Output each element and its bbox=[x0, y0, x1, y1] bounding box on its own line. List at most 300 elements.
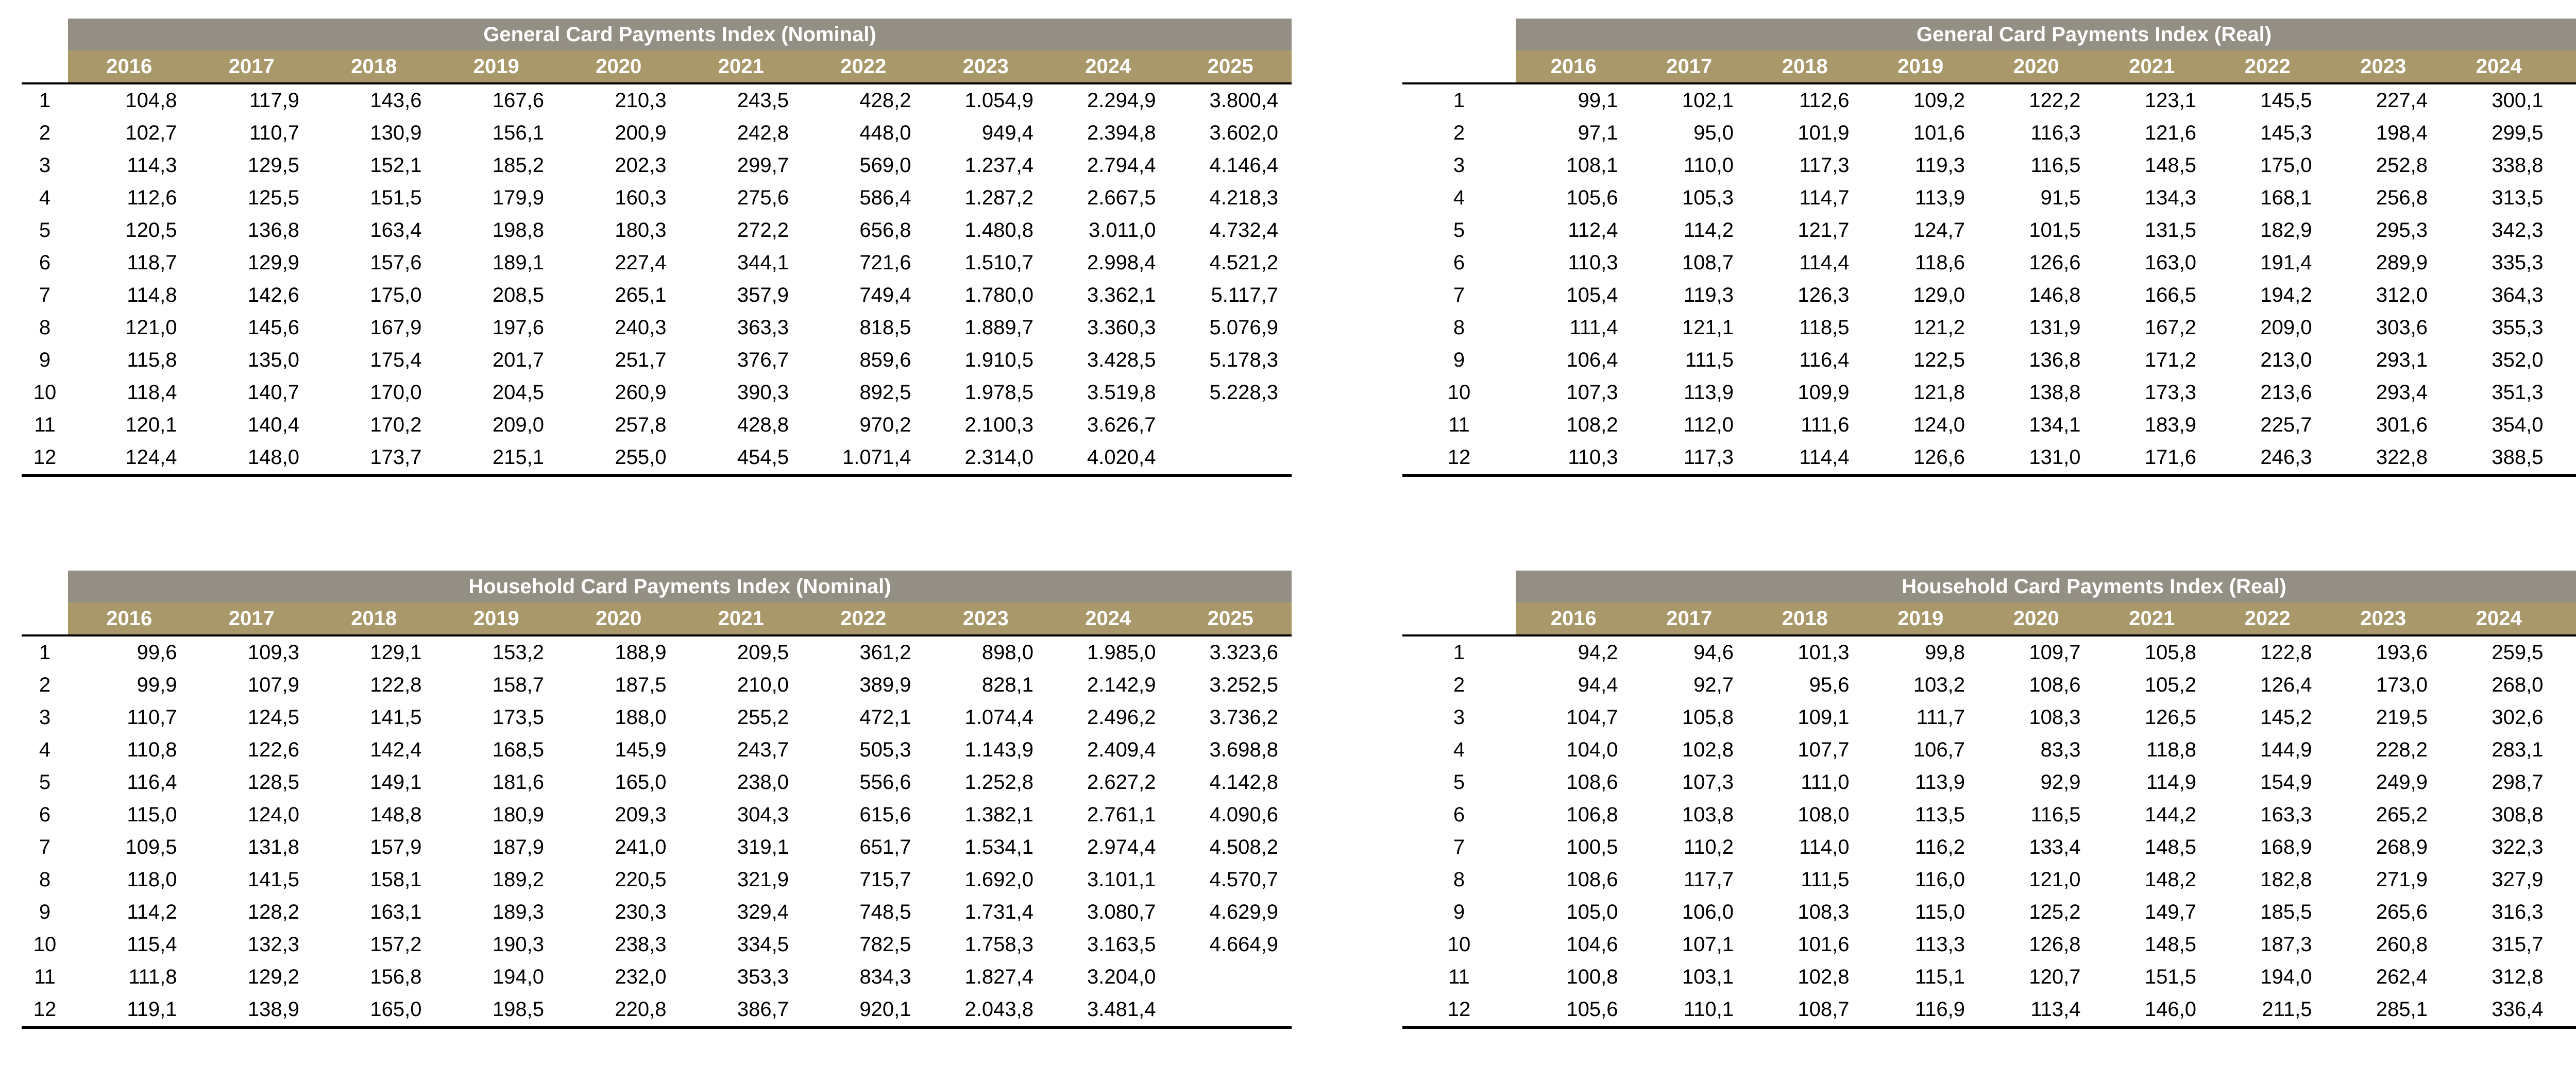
value-cell: 293,4 bbox=[2376, 381, 2428, 404]
table-row bbox=[1402, 214, 2576, 247]
value-cell bbox=[2557, 766, 2576, 799]
year-header: 2025 bbox=[1170, 603, 1292, 635]
year-header: 2018 bbox=[313, 50, 435, 83]
value-cell: 354,0 bbox=[2492, 414, 2544, 436]
value-cell: 136,8 bbox=[2029, 349, 2081, 371]
table-row bbox=[22, 799, 1292, 831]
value-cell: 219,5 bbox=[2376, 706, 2428, 729]
value-cell: 202,3 bbox=[615, 154, 667, 177]
value-cell: 116,4 bbox=[127, 771, 177, 794]
value-cell: 329,4 bbox=[737, 901, 789, 923]
value-cell: 2.974,4 bbox=[1087, 836, 1156, 858]
value-cell: 615,6 bbox=[859, 803, 911, 826]
value-cell: 1.731,4 bbox=[964, 901, 1033, 923]
value-cell: 293,1 bbox=[2376, 349, 2428, 371]
row-number: 8 bbox=[39, 316, 51, 339]
year-header: 2020 bbox=[557, 50, 680, 83]
table-row bbox=[1402, 896, 2576, 928]
value-cell: 454,5 bbox=[680, 441, 803, 475]
value-cell: 105,6 bbox=[1566, 186, 1618, 209]
value-cell: 201,7 bbox=[492, 349, 544, 371]
value-cell: 2.314,0 bbox=[925, 441, 1047, 475]
table-row bbox=[22, 701, 1292, 734]
value-cell: 94,4 bbox=[1578, 674, 1618, 696]
value-cell: 556,6 bbox=[859, 771, 911, 794]
value-cell: 3.428,5 bbox=[1087, 349, 1156, 371]
value-cell: 300,1 bbox=[2492, 89, 2544, 112]
value-cell: 303,6 bbox=[2376, 316, 2428, 339]
value-cell: 209,0 bbox=[2260, 316, 2312, 339]
value-cell: 257,8 bbox=[615, 414, 667, 436]
value-cell: 213,0 bbox=[2260, 349, 2312, 371]
row-number: 2 bbox=[1453, 674, 1465, 696]
row-number: 6 bbox=[39, 803, 51, 826]
value-cell: 134,3 bbox=[2144, 186, 2196, 209]
value-cell: 121,6 bbox=[2144, 122, 2196, 144]
value-cell: 505,3 bbox=[859, 738, 911, 761]
value-cell: 120,1 bbox=[125, 414, 177, 436]
table-row bbox=[1402, 441, 2576, 475]
table-row bbox=[22, 376, 1292, 409]
value-cell: 2.294,9 bbox=[1087, 89, 1156, 112]
value-cell: 389,9 bbox=[859, 674, 911, 696]
value-cell: 194,0 bbox=[492, 966, 544, 988]
value-cell: 111,5 bbox=[1685, 349, 1734, 371]
value-cell: 105,2 bbox=[2144, 674, 2196, 696]
table-row bbox=[22, 344, 1292, 376]
value-cell: 255,2 bbox=[737, 706, 789, 729]
household-nominal-table bbox=[22, 571, 1292, 1029]
value-cell: 209,3 bbox=[615, 803, 667, 826]
value-cell: 108,6 bbox=[2029, 674, 2081, 696]
value-cell: 1.780,0 bbox=[964, 284, 1033, 306]
table-row bbox=[22, 734, 1292, 766]
table-row bbox=[22, 635, 1292, 669]
value-cell: 142,4 bbox=[370, 738, 422, 761]
table-row bbox=[22, 864, 1292, 896]
value-cell: 194,2 bbox=[2260, 284, 2312, 306]
table-row bbox=[22, 312, 1292, 344]
year-header: 2017 bbox=[191, 603, 313, 635]
value-cell: 123,1 bbox=[2144, 89, 2196, 112]
year-header: 2020 bbox=[557, 603, 680, 635]
value-cell: 129,2 bbox=[247, 966, 299, 988]
value-cell: 357,9 bbox=[737, 284, 789, 306]
value-cell: 170,0 bbox=[370, 381, 422, 404]
value-cell: 111,5 bbox=[1801, 868, 1850, 891]
table-title: General Card Payments Index (Nominal) bbox=[68, 19, 1292, 50]
value-cell: 1.758,3 bbox=[964, 933, 1033, 956]
value-cell: 116,4 bbox=[1799, 349, 1850, 371]
value-cell: 5.076,9 bbox=[1209, 316, 1278, 339]
table-row bbox=[22, 441, 1292, 475]
value-cell: 275,6 bbox=[737, 186, 789, 209]
table-row bbox=[1402, 864, 2576, 896]
row-number: 6 bbox=[1453, 803, 1465, 826]
value-cell: 3.481,4 bbox=[1047, 993, 1170, 1027]
value-cell: 118,6 bbox=[1914, 251, 1965, 274]
value-cell: 209,0 bbox=[492, 414, 544, 436]
row-number: 4 bbox=[39, 738, 51, 761]
value-cell: 163,4 bbox=[370, 219, 422, 242]
row-number: 8 bbox=[1453, 316, 1465, 339]
header-blank-cell bbox=[22, 19, 68, 50]
year-header: 2022 bbox=[2210, 603, 2326, 635]
value-cell: 116,2 bbox=[1914, 836, 1965, 858]
value-cell: 256,8 bbox=[2376, 186, 2428, 209]
value-cell: 171,6 bbox=[2094, 441, 2210, 475]
value-cell: 2.394,8 bbox=[1087, 122, 1156, 144]
value-cell: 106,8 bbox=[1566, 803, 1618, 826]
value-cell: 227,4 bbox=[615, 251, 667, 274]
value-cell: 721,6 bbox=[859, 251, 911, 274]
table-row bbox=[1402, 635, 2576, 669]
value-cell bbox=[2557, 734, 2576, 766]
value-cell: 322,8 bbox=[2326, 441, 2442, 475]
value-cell: 189,2 bbox=[492, 868, 544, 891]
year-header bbox=[2557, 50, 2576, 83]
value-cell: 145,5 bbox=[2260, 89, 2312, 112]
value-cell: 140,7 bbox=[247, 381, 299, 404]
value-cell: 353,3 bbox=[737, 966, 789, 988]
value-cell: 108,1 bbox=[1566, 154, 1618, 177]
value-cell: 818,5 bbox=[859, 316, 911, 339]
value-cell: 119,3 bbox=[1683, 284, 1734, 306]
year-header: 2023 bbox=[925, 50, 1047, 83]
value-cell: 102,8 bbox=[1682, 738, 1734, 761]
value-cell: 386,7 bbox=[680, 993, 803, 1027]
value-cell: 132,3 bbox=[247, 933, 299, 956]
value-cell: 114,9 bbox=[2146, 771, 2196, 794]
value-cell: 262,4 bbox=[2376, 966, 2428, 988]
value-cell: 122,8 bbox=[2260, 641, 2312, 664]
value-cell: 115,0 bbox=[127, 803, 177, 826]
value-cell bbox=[2557, 701, 2576, 734]
value-cell: 4.218,3 bbox=[1209, 186, 1278, 209]
value-cell: 116,3 bbox=[2030, 122, 2081, 144]
value-cell: 1.889,7 bbox=[964, 316, 1033, 339]
year-header: 2024 bbox=[2441, 603, 2557, 635]
value-cell: 272,2 bbox=[737, 219, 789, 242]
value-cell: 749,4 bbox=[859, 284, 911, 306]
value-cell: 208,5 bbox=[492, 284, 544, 306]
value-cell: 117,9 bbox=[249, 89, 299, 112]
value-cell: 191,4 bbox=[2260, 251, 2312, 274]
value-cell: 920,1 bbox=[802, 993, 925, 1027]
year-header: 2019 bbox=[435, 603, 558, 635]
value-cell bbox=[2557, 896, 2576, 928]
row-number: 10 bbox=[1447, 381, 1471, 404]
value-cell: 166,5 bbox=[2144, 284, 2196, 306]
value-cell: 656,8 bbox=[859, 219, 911, 242]
value-cell: 112,6 bbox=[1799, 89, 1850, 112]
year-header: 2017 bbox=[1632, 603, 1748, 635]
value-cell: 149,1 bbox=[370, 771, 422, 794]
value-cell: 105,4 bbox=[1566, 284, 1618, 306]
row-number: 6 bbox=[1453, 251, 1465, 274]
value-cell: 142,6 bbox=[247, 284, 299, 306]
value-cell: 108,3 bbox=[2029, 706, 2081, 729]
table-row bbox=[1402, 409, 2576, 441]
value-cell: 113,9 bbox=[1914, 186, 1965, 209]
value-cell: 126,3 bbox=[1798, 284, 1850, 306]
year-header: 2021 bbox=[680, 50, 803, 83]
value-cell: 1.287,2 bbox=[964, 186, 1033, 209]
value-cell: 151,5 bbox=[2144, 966, 2196, 988]
value-cell: 342,3 bbox=[2492, 219, 2544, 242]
value-cell bbox=[2557, 831, 2576, 864]
value-cell: 110,0 bbox=[1683, 154, 1734, 177]
value-cell: 249,9 bbox=[2376, 771, 2428, 794]
value-cell: 145,3 bbox=[2260, 122, 2312, 144]
value-cell: 101,5 bbox=[2029, 219, 2081, 242]
value-cell bbox=[2557, 799, 2576, 831]
value-cell: 105,6 bbox=[1516, 993, 1632, 1027]
value-cell: 859,6 bbox=[859, 349, 911, 371]
value-cell bbox=[2557, 864, 2576, 896]
value-cell: 157,9 bbox=[370, 836, 422, 858]
value-cell: 834,3 bbox=[859, 966, 911, 988]
value-cell: 748,5 bbox=[859, 901, 911, 923]
value-cell: 175,0 bbox=[370, 284, 422, 306]
value-cell: 128,5 bbox=[247, 771, 299, 794]
value-cell: 2.794,4 bbox=[1087, 154, 1156, 177]
value-cell: 165,0 bbox=[313, 993, 435, 1027]
value-cell: 970,2 bbox=[859, 414, 911, 436]
value-cell: 376,7 bbox=[737, 349, 789, 371]
value-cell: 122,5 bbox=[1913, 349, 1965, 371]
value-cell: 355,3 bbox=[2492, 316, 2544, 339]
table-row bbox=[1402, 149, 2576, 182]
value-cell: 322,3 bbox=[2492, 836, 2544, 858]
value-cell: 118,4 bbox=[127, 381, 177, 404]
value-cell: 157,6 bbox=[370, 251, 422, 274]
table-row bbox=[22, 961, 1292, 993]
value-cell: 180,9 bbox=[492, 803, 544, 826]
value-cell: 110,7 bbox=[249, 122, 299, 144]
value-cell: 243,5 bbox=[737, 89, 789, 112]
table-row bbox=[1402, 669, 2576, 701]
value-cell: 106,0 bbox=[1682, 901, 1734, 923]
value-cell: 3.163,5 bbox=[1087, 933, 1156, 956]
row-number: 2 bbox=[39, 122, 51, 144]
value-cell: 121,0 bbox=[2029, 868, 2081, 891]
value-cell: 211,5 bbox=[2210, 993, 2326, 1027]
household-real-table bbox=[1402, 571, 2576, 1029]
value-cell: 138,9 bbox=[191, 993, 313, 1027]
value-cell: 107,1 bbox=[1682, 933, 1734, 956]
value-cell: 121,1 bbox=[1682, 316, 1734, 339]
value-cell: 2.761,1 bbox=[1087, 803, 1156, 826]
value-cell: 118,8 bbox=[2146, 738, 2196, 761]
row-number: 4 bbox=[39, 186, 51, 209]
value-cell: 126,6 bbox=[2029, 251, 2081, 274]
value-cell: 313,5 bbox=[2492, 186, 2544, 209]
year-header: 2021 bbox=[680, 603, 803, 635]
value-cell: 828,1 bbox=[981, 674, 1033, 696]
value-cell: 187,3 bbox=[2260, 933, 2312, 956]
value-cell: 252,8 bbox=[2376, 154, 2428, 177]
value-cell: 5.117,7 bbox=[1211, 284, 1278, 306]
value-cell: 113,9 bbox=[1683, 381, 1734, 404]
value-cell: 193,6 bbox=[2376, 641, 2428, 664]
row-number: 5 bbox=[39, 219, 51, 242]
value-cell: 3.800,4 bbox=[1209, 89, 1278, 112]
value-cell: 188,0 bbox=[615, 706, 667, 729]
value-cell: 121,8 bbox=[1913, 381, 1965, 404]
value-cell bbox=[1170, 993, 1292, 1027]
table-row bbox=[1402, 734, 2576, 766]
value-cell: 198,8 bbox=[492, 219, 544, 242]
value-cell bbox=[2557, 961, 2576, 993]
row-number: 1 bbox=[39, 641, 51, 664]
value-cell: 109,1 bbox=[1798, 706, 1850, 729]
value-cell: 111,8 bbox=[128, 966, 177, 988]
value-cell: 185,2 bbox=[492, 154, 544, 177]
table-row bbox=[22, 182, 1292, 214]
value-cell: 119,3 bbox=[1914, 154, 1965, 177]
value-cell: 1.510,7 bbox=[964, 251, 1033, 274]
value-cell: 116,5 bbox=[2030, 803, 2081, 826]
value-cell: 148,8 bbox=[370, 803, 422, 826]
value-cell: 265,1 bbox=[615, 284, 667, 306]
year-header: 2017 bbox=[1632, 50, 1748, 83]
value-cell: 134,1 bbox=[2029, 414, 2081, 436]
value-cell: 298,7 bbox=[2492, 771, 2544, 794]
value-cell: 101,3 bbox=[1798, 641, 1850, 664]
value-cell: 105,0 bbox=[1566, 901, 1618, 923]
value-cell: 187,5 bbox=[615, 674, 667, 696]
value-cell: 335,3 bbox=[2492, 251, 2544, 274]
value-cell: 173,0 bbox=[2376, 674, 2428, 696]
value-cell: 125,5 bbox=[247, 186, 299, 209]
value-cell: 167,6 bbox=[492, 89, 544, 112]
value-cell: 1.252,8 bbox=[964, 771, 1033, 794]
value-cell bbox=[2557, 117, 2576, 149]
value-cell: 651,7 bbox=[859, 836, 911, 858]
value-cell: 181,6 bbox=[492, 771, 544, 794]
year-header: 2016 bbox=[68, 603, 191, 635]
value-cell: 173,7 bbox=[313, 441, 435, 475]
row-number: 5 bbox=[1453, 771, 1465, 794]
value-cell: 259,5 bbox=[2492, 641, 2544, 664]
header-blank-cell bbox=[22, 571, 68, 603]
value-cell: 99,9 bbox=[137, 674, 177, 696]
value-cell: 118,5 bbox=[1799, 316, 1850, 339]
row-number: 12 bbox=[1402, 441, 1516, 475]
value-cell: 158,1 bbox=[370, 868, 422, 891]
value-cell: 157,2 bbox=[370, 933, 422, 956]
value-cell: 189,3 bbox=[492, 901, 544, 923]
value-cell: 782,5 bbox=[859, 933, 911, 956]
row-number: 9 bbox=[39, 901, 51, 923]
year-header: 2024 bbox=[2441, 50, 2557, 83]
value-cell: 898,0 bbox=[981, 641, 1033, 664]
value-cell: 2.627,2 bbox=[1087, 771, 1156, 794]
value-cell: 114,4 bbox=[1799, 251, 1850, 274]
value-cell: 182,9 bbox=[2260, 219, 2312, 242]
table-row bbox=[22, 766, 1292, 799]
value-cell: 148,2 bbox=[2144, 868, 2196, 891]
table-row bbox=[22, 149, 1292, 182]
value-cell: 122,2 bbox=[2029, 89, 2081, 112]
value-cell: 197,6 bbox=[492, 316, 544, 339]
value-cell: 104,7 bbox=[1566, 706, 1618, 729]
value-cell: 228,2 bbox=[2376, 738, 2428, 761]
value-cell: 107,9 bbox=[247, 674, 299, 696]
value-cell: 141,5 bbox=[247, 868, 299, 891]
value-cell: 108,3 bbox=[1798, 901, 1850, 923]
value-cell: 113,5 bbox=[1914, 803, 1965, 826]
value-cell: 1.054,9 bbox=[964, 89, 1033, 112]
value-cell: 111,0 bbox=[1801, 771, 1850, 794]
value-cell: 255,0 bbox=[557, 441, 680, 475]
year-header: 2020 bbox=[1978, 603, 2094, 635]
value-cell bbox=[2557, 993, 2576, 1027]
value-cell: 156,8 bbox=[370, 966, 422, 988]
value-cell: 363,3 bbox=[737, 316, 789, 339]
value-cell: 4.521,2 bbox=[1209, 251, 1278, 274]
value-cell: 116,9 bbox=[1863, 993, 1979, 1027]
value-cell: 3.736,2 bbox=[1209, 706, 1278, 729]
value-cell: 136,8 bbox=[247, 219, 299, 242]
row-number: 11 bbox=[34, 966, 56, 988]
value-cell: 194,0 bbox=[2260, 966, 2312, 988]
value-cell: 108,6 bbox=[1566, 771, 1618, 794]
row-number: 7 bbox=[1453, 284, 1465, 306]
value-cell: 183,9 bbox=[2144, 414, 2196, 436]
row-number: 3 bbox=[39, 154, 51, 177]
year-header: 2022 bbox=[802, 603, 925, 635]
value-cell: 101,6 bbox=[1798, 933, 1850, 956]
value-cell: 4.142,8 bbox=[1209, 771, 1278, 794]
value-cell: 364,3 bbox=[2492, 284, 2544, 306]
value-cell: 95,6 bbox=[1809, 674, 1850, 696]
value-cell bbox=[2557, 279, 2576, 312]
value-cell: 246,3 bbox=[2210, 441, 2326, 475]
value-cell: 3.360,3 bbox=[1087, 316, 1156, 339]
value-cell: 102,7 bbox=[125, 122, 177, 144]
value-cell: 126,6 bbox=[1863, 441, 1979, 475]
year-header: 2017 bbox=[191, 50, 313, 83]
value-cell: 1.978,5 bbox=[964, 381, 1033, 404]
value-cell: 141,5 bbox=[370, 706, 422, 729]
value-cell: 472,1 bbox=[859, 706, 911, 729]
value-cell: 1.985,0 bbox=[1087, 641, 1156, 664]
value-cell: 182,8 bbox=[2260, 868, 2312, 891]
table-row bbox=[22, 928, 1292, 961]
value-cell: 94,2 bbox=[1578, 641, 1618, 664]
value-cell: 113,3 bbox=[1914, 933, 1965, 956]
value-cell: 2.100,3 bbox=[964, 414, 1033, 436]
row-number: 9 bbox=[39, 349, 51, 371]
value-cell: 101,6 bbox=[1913, 122, 1965, 144]
value-cell: 167,2 bbox=[2144, 316, 2196, 339]
value-cell: 145,6 bbox=[247, 316, 299, 339]
value-cell: 312,0 bbox=[2376, 284, 2428, 306]
value-cell: 106,7 bbox=[1913, 738, 1965, 761]
table-row bbox=[1402, 117, 2576, 149]
value-cell: 140,4 bbox=[247, 414, 299, 436]
value-cell: 304,3 bbox=[737, 803, 789, 826]
value-cell: 187,9 bbox=[492, 836, 544, 858]
value-cell: 103,1 bbox=[1682, 966, 1734, 988]
value-cell: 109,5 bbox=[125, 836, 177, 858]
value-cell: 336,4 bbox=[2441, 993, 2557, 1027]
row-number: 5 bbox=[1453, 219, 1465, 242]
year-header: 2018 bbox=[1747, 50, 1863, 83]
year-header: 2023 bbox=[2326, 603, 2442, 635]
